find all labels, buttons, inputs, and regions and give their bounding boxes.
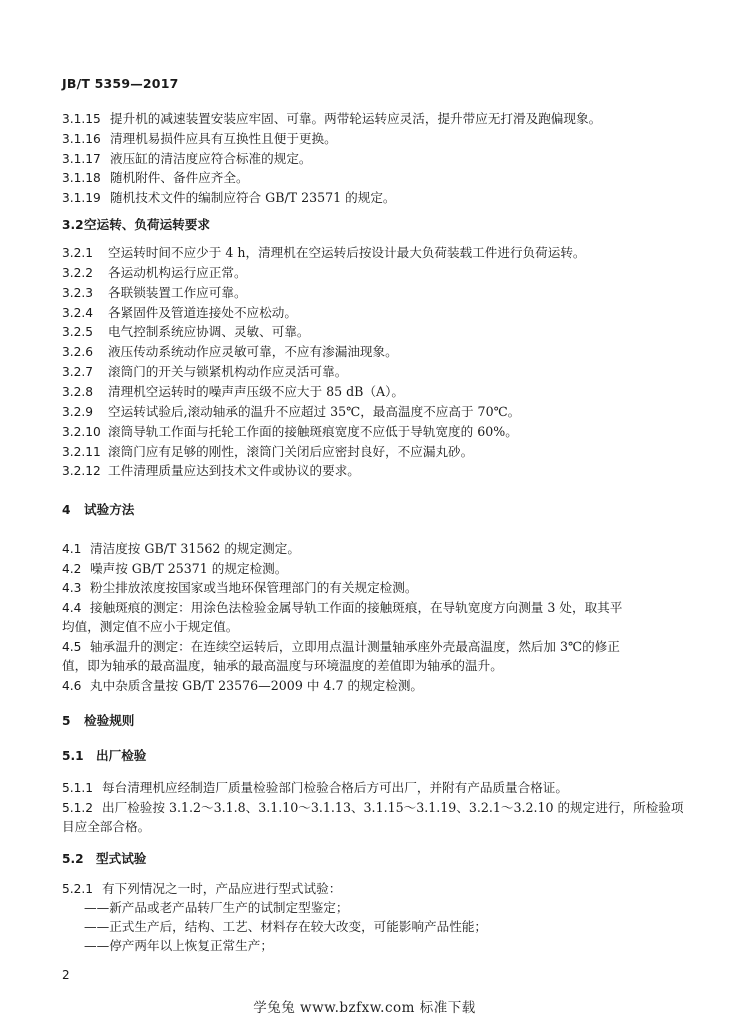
clause-3-2-4: 3.2.4 各紧固件及管道连接处不应松动。 (62, 305, 297, 320)
clause-3-1-18: 3.1.18 随机附件、备件应齐全。 (62, 170, 249, 185)
clause-3-2-5: 3.2.5 电气控制系统应协调、灵敏、可靠。 (62, 324, 310, 339)
footer-watermark: 学兔兔 www.bzfxw.com 标准下载 (253, 1000, 476, 1016)
clause-5-2-1: 5.2.1 有下列情况之一时，产品应进行型式试验： (62, 881, 342, 896)
clause-3-1-16: 3.1.16 清理机易损件应具有互换性且便于更换。 (62, 131, 337, 146)
clause-3-2-10: 3.2.10 滚筒导轨工作面与托轮工作面的接触斑痕宽度不应低于导轨宽度的 60%。 (62, 424, 518, 439)
dash-item-3: ——停产两年以上恢复正常生产； (84, 938, 273, 953)
clause-3-2-8: 3.2.8 清理机空运转时的噪声声压级不应大于 85 dB（A）。 (62, 384, 405, 399)
section-heading-3-2: 3.2空运转、负荷运转要求 (62, 217, 210, 232)
clause-3-2-3: 3.2.3 各联锁装置工作应可靠。 (62, 285, 247, 300)
clause-4-4: 4.4 接触斑痕的测定：用涂色法检验金属导轨工作面的接触斑痕，在导轨宽度方向测量 3 处，取其平 (62, 600, 623, 615)
section-heading-5: 5 检验规则 (62, 713, 135, 728)
clause-3-1-15: 3.1.15 提升机的减速装置安装应牢固、可靠。两带轮运转应灵活，提升带应无打滑及跑偏现象。 (62, 111, 602, 126)
clause-3-2-11: 3.2.11 滚筒门应有足够的刚性，滚筒门关闭后应密封良好，不应漏丸砂。 (62, 444, 474, 459)
section-heading-5-2: 5.2 型式试验 (62, 851, 147, 866)
clause-4-6: 4.6 丸中杂质含量按 GB/T 23576—2009 中 4.7 的规定检测。 (62, 678, 424, 693)
section-heading-4: 4 试验方法 (62, 502, 135, 517)
clause-5-1-2-cont: 目应全部合格。 (62, 819, 151, 834)
clause-3-2-12: 3.2.12 工件清理质量应达到技术文件或协议的要求。 (62, 463, 360, 478)
clause-4-2: 4.2 噪声按 GB/T 25371 的规定检测。 (62, 561, 288, 576)
clause-3-2-9: 3.2.9 空运转试验后,滚动轴承的温升不应超过 35℃，最高温度不应高于 70℃。 (62, 404, 521, 419)
clause-3-1-17: 3.1.17 液压缸的清洁度应符合标准的规定。 (62, 151, 312, 166)
clause-3-2-1: 3.2.1 空运转时间不应少于 4 h，清理机在空运转后按设计最大负荷装载工件进行负荷运转。 (62, 245, 586, 260)
dash-item-2: ——正式生产后，结构、工艺、材料存在较大改变，可能影响产品性能； (84, 919, 487, 934)
clause-3-2-2: 3.2.2 各运动机构运行应正常。 (62, 265, 247, 280)
clause-4-1: 4.1 清洁度按 GB/T 31562 的规定测定。 (62, 541, 300, 556)
standard-code-header: JB/T 5359—2017 (62, 76, 179, 91)
page-number: 2 (62, 968, 70, 982)
section-heading-5-1: 5.1 出厂检验 (62, 748, 147, 763)
clause-4-4-cont: 均值，测定值不应小于规定值。 (62, 619, 239, 634)
clause-5-1-1: 5.1.1 每台清理机应经制造厂质量检验部门检验合格后方可出厂，并附有产品质量合格证。 (62, 780, 568, 795)
clause-5-1-2: 5.1.2 出厂检验按 3.1.2～3.1.8、3.1.10～3.1.13、3.1.15～3.1.19、3.2.1～3.2.10 的规定进行，所检验项 (62, 800, 684, 815)
dash-item-1: ——新产品或老产品转厂生产的试制定型鉴定； (84, 900, 349, 915)
clause-4-3: 4.3 粉尘排放浓度按国家或当地环保管理部门的有关规定检测。 (62, 580, 418, 595)
clause-4-5-cont: 值，即为轴承的最高温度，轴承的最高温度与环境温度的差值即为轴承的温升。 (62, 658, 503, 673)
clause-3-2-6: 3.2.6 液压传动系统动作应灵敏可靠，不应有渗漏油现象。 (62, 344, 398, 359)
clause-4-5: 4.5 轴承温升的测定：在连续空运转后，立即用点温计测量轴承座外壳最高温度，然后加 3℃的修正 (62, 639, 620, 654)
clause-3-1-19: 3.1.19 随机技术文件的编制应符合 GB/T 23571 的规定。 (62, 190, 396, 205)
clause-3-2-7: 3.2.7 滚筒门的开关与锁紧机构动作应灵活可靠。 (62, 364, 348, 379)
